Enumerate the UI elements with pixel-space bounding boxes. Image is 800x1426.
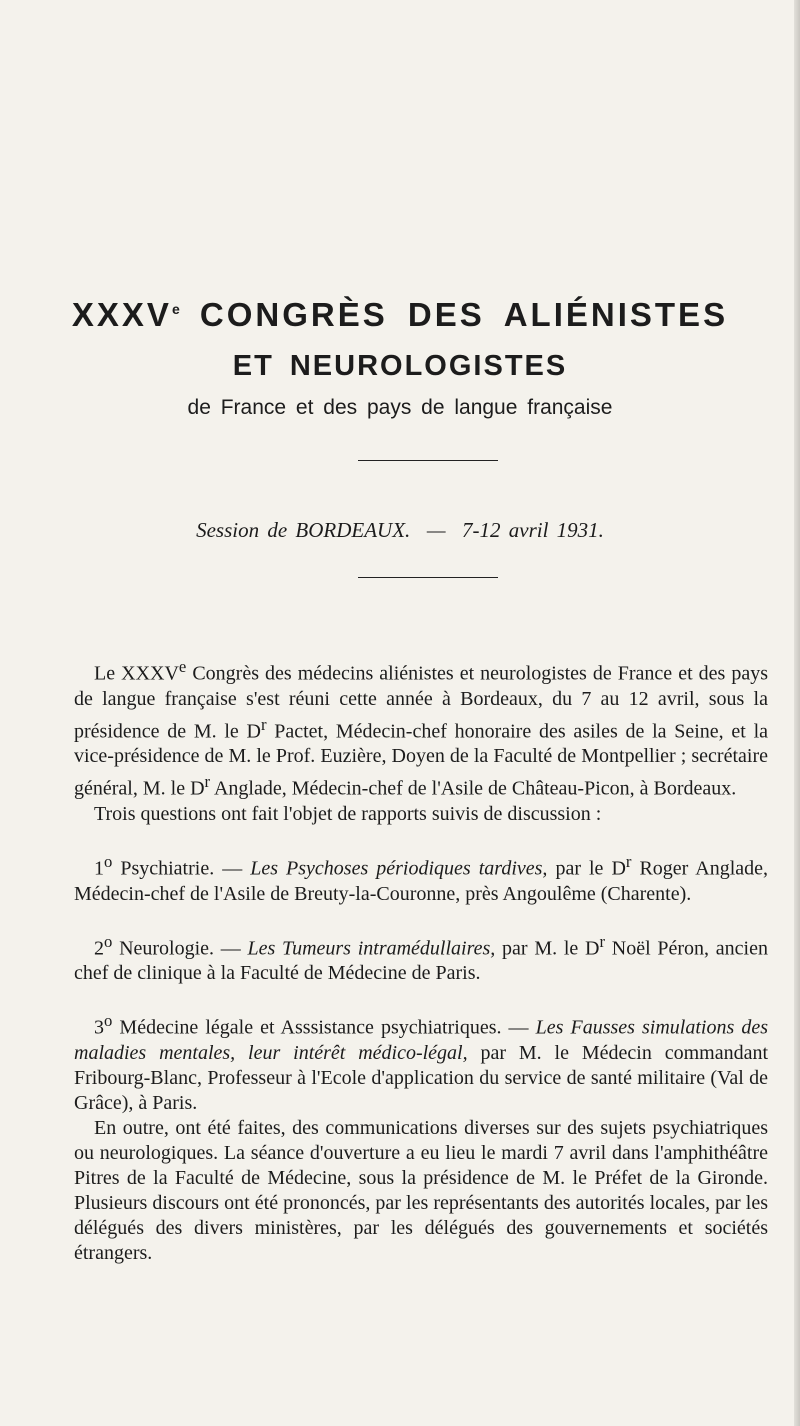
article-body (74, 654, 768, 1266)
q3-text-a: Médecine légale et Asssistance psychiatriques. — (112, 1016, 536, 1039)
intro-sup3: r (204, 772, 211, 792)
divider-bottom (358, 577, 498, 578)
congress-subtitle: de France et des pays de langue française (187, 396, 613, 419)
intro-text-a: Le XXXV (94, 662, 179, 685)
question-psychiatry (74, 849, 768, 907)
session-line (0, 518, 800, 543)
q1-sup: r (625, 851, 632, 871)
q1-text-a: Psychiatrie. — (112, 857, 251, 880)
page-edge-shadow (794, 0, 800, 1426)
q2-text-a: Neurologie. — (112, 937, 248, 960)
session-separator: — (426, 518, 446, 542)
closing-paragraph: En outre, ont été faites, des communications diverses sur des sujets psychiatriques ou neurologiques. La séance d'ouverture a eu lieu le mardi 7 avril dans l'amphithéâtre Pitres de la Faculté de Médecine, sous la présidence de M. le Préfet de la Gironde. Plusieurs discours ont été prononcés, par les représentants des autorités locales, par les délégués des divers ministères, par les délégués des gouvernements et sociétés étrangers. (74, 1116, 768, 1264)
q2-degree: o (104, 931, 113, 951)
q2-sup: r (599, 931, 606, 951)
title-ordinal-sup: e (171, 301, 180, 317)
q2-number: 2 (94, 937, 104, 960)
q1-text-b: par le D (547, 857, 626, 880)
question-neurology (74, 929, 768, 987)
intro-sup: e (178, 657, 187, 676)
q1-degree: o (104, 851, 113, 871)
intro-text-b: Congrès des médecins aliénistes et neurologistes de France et des pays de langue française s'est réuni cette année à Bordeaux, du 7 au 12 avril, sous la présidence de M. le D (74, 662, 768, 743)
q2-report-title: Les Tumeurs intramédullaires, (247, 937, 496, 960)
intro-text-d: Anglade, Médecin-chef de l'Asile de Château-Picon, à Bordeaux. (210, 777, 737, 800)
title-numeral: XXXV (71, 296, 172, 333)
q2-text-b: par M. le D (495, 937, 600, 960)
session-dates: 7-12 avril 1931. (462, 518, 604, 542)
q3-report-title: Les Fausses simulations des maladies mentales, leur intérêt médico-légal, (74, 1016, 768, 1064)
q1-text-c: Roger Anglade, Médecin-chef de l'Asile de Breuty-la-Couronne, près Angoulême (Charente). (74, 857, 768, 905)
title-line1-text: CONGRÈS DES ALIÉNISTES (199, 296, 729, 333)
q1-report-title: Les Psychoses périodiques tardives, (250, 857, 548, 880)
q3-text-b: par M. le Médecin commandant Fribourg-Blanc, Professeur à l'Ecole d'application du service de santé militaire (Val de Grâce), à Paris. (74, 1041, 768, 1114)
congress-title-line2: ET NEUROLOGISTES (232, 350, 568, 382)
q3-number: 3 (94, 1016, 104, 1039)
congress-title (0, 296, 800, 334)
q1-number: 1 (94, 857, 104, 880)
session-label: Session de BORDEAUX. (196, 518, 411, 542)
intro-paragraph (74, 654, 768, 802)
intro-sup2: r (260, 714, 267, 734)
intro-text-c: Pactet, Médecin-chef honoraire des asiles de la Seine, et la vice-présidence de M. le Prof. Euzière, Doyen de la Faculté de Montpellier ; secrétaire général, M. le D (74, 720, 769, 800)
q3-degree: o (104, 1011, 113, 1031)
question-legal-medicine (74, 1008, 768, 1116)
q2-text-c: Noël Péron, ancien chef de clinique à la Faculté de Médecine de Paris. (74, 937, 768, 985)
questions-intro: Trois questions ont fait l'objet de rapports suivis de discussion : (94, 802, 602, 825)
divider-top (358, 460, 498, 461)
